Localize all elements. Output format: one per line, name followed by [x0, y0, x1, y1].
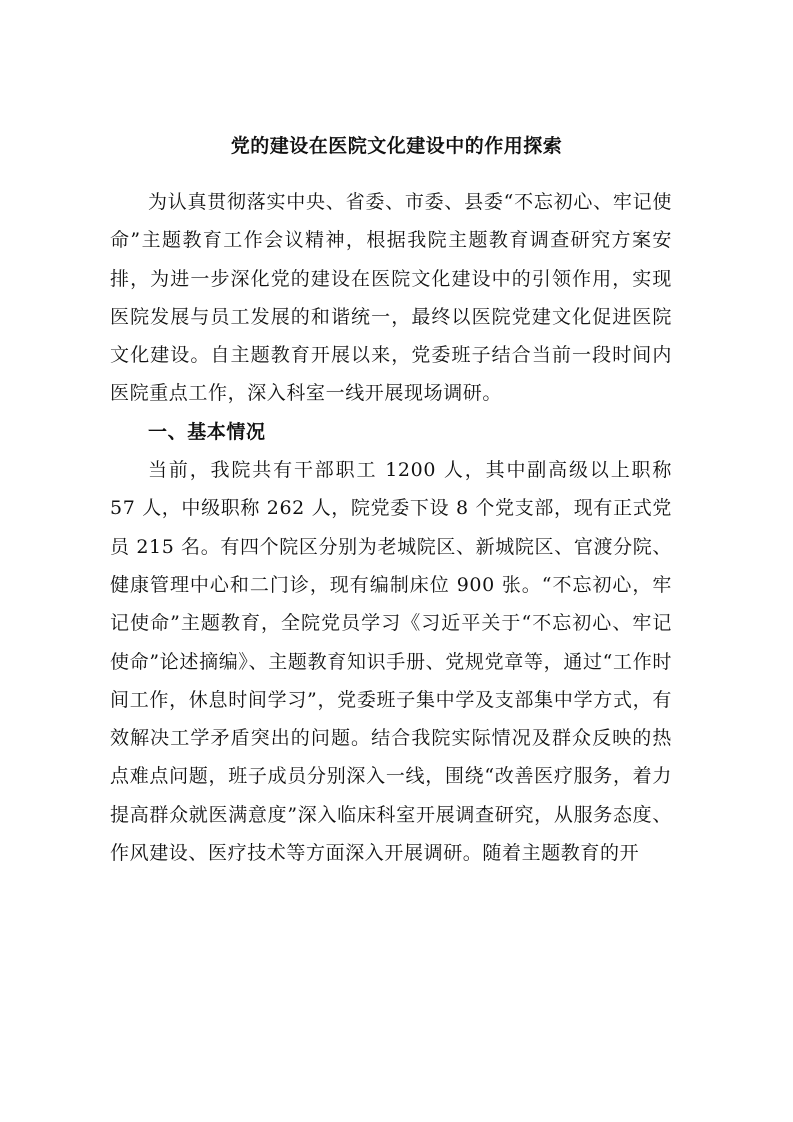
section-heading: 一、基本情况 — [148, 420, 266, 443]
document-title: 党的建设在医院文化建设中的作用探索 — [230, 135, 563, 157]
document-body — [110, 183, 672, 872]
intro-paragraph: 为认真贯彻落实中央、省委、市委、县委“不忘初心、牢记使命”主题教育工作会议精神，根据我院主题教育调查研究方案安排，为进一步深化党的建设在医院文化建设中的引领作用，实现医院发展与员工发展的和谐统一，最终以医院党建文化促进医院文化建设。自主题教育开展以来，党委班子结合当前一段时间内医院重点工作，深入科室一线开展现场调研。 — [110, 191, 672, 405]
section-paragraph: 当前，我院共有干部职工 1200 人，其中副高级以上职称 57 人，中级职称 262 人，院党委下设 8 个党支部，现有正式党员 215 名。有四个院区分别为老城院区、新城院区、官渡分院、健康管理中心和二门诊，现有编制床位 900 张。“不忘初心，牢记使命”主题教育，全院党员学习《习近平关于“不忘初心、牢记使命”论述摘编》、主题教育知识手册、党规党章等，通过“工作时间工作，休息时间学习”，党委班子集中学及支部集中学方式，有效解决工学矛盾突出的问题。结合我院实际情况及群众反映的热点难点问题，班子成员分别深入一线，围绕“改善医疗服务，着力提高群众就医满意度”深入临床科室开展调查研究，从服务态度、作风建设、医疗技术等方面深入开展调研。随着主题教育的开 — [110, 459, 672, 865]
